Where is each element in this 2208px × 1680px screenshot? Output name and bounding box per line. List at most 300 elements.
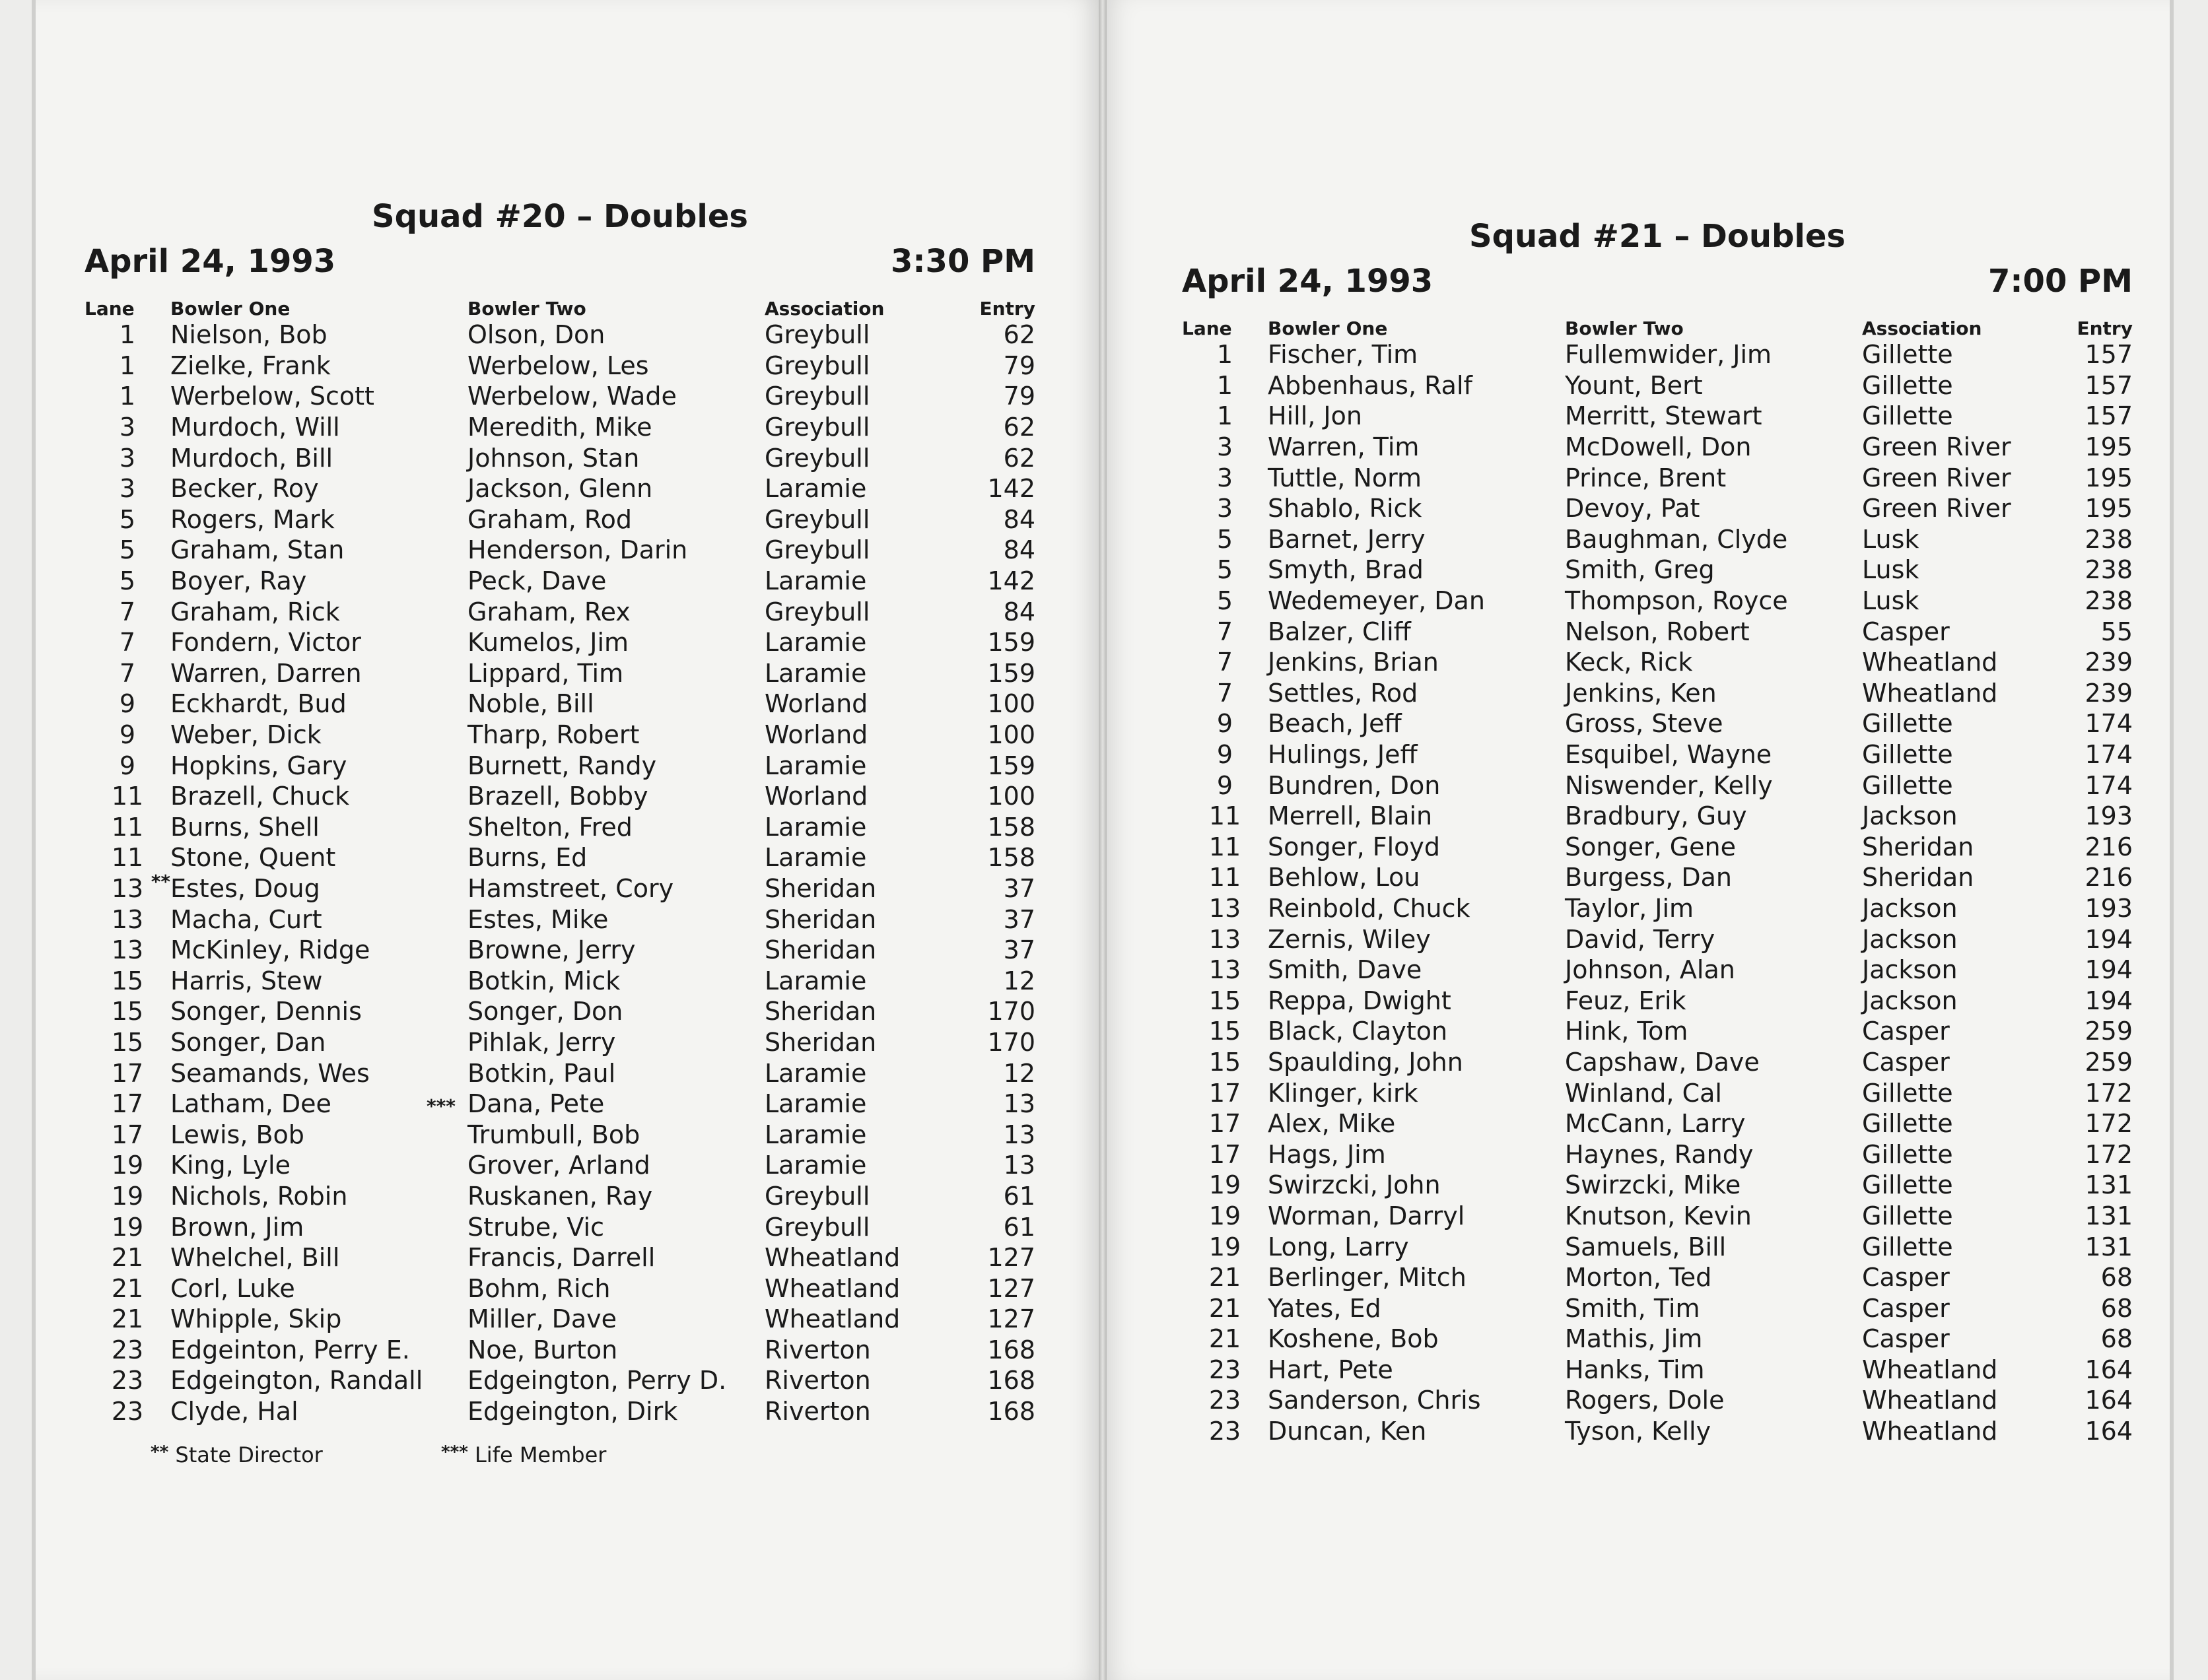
cell-bowler-two: Jenkins, Ken (1565, 678, 1717, 708)
cell-association: Greybull (765, 504, 870, 534)
header-association: Association (1862, 318, 1982, 339)
cell-bowler-one: Merrell, Blain (1268, 801, 1433, 831)
cell-lane: 5 (119, 566, 136, 596)
cell-bowler-one: Clyde, Hal (170, 1397, 298, 1427)
cell-bowler-two: Songer, Gene (1565, 832, 1737, 861)
cell-lane: 13 (111, 904, 144, 934)
cell-entry: 216 (2085, 832, 2133, 861)
cell-association: Green River (1862, 494, 2011, 523)
cell-bowler-one: Macha, Curt (170, 904, 322, 934)
cell-association: Wheatland (1862, 648, 1998, 677)
cell-association: Laramie (765, 843, 867, 873)
cell-bowler-two: Strube, Vic (467, 1212, 604, 1242)
cell-bowler-one: Edgeinton, Perry E. (170, 1335, 410, 1364)
table-row (1182, 801, 2133, 832)
cell-bowler-two: Trumbull, Bob (467, 1120, 640, 1149)
cell-entry: 68 (2100, 1324, 2133, 1354)
header-association: Association (765, 298, 885, 319)
cell-bowler-one: Songer, Dan (170, 1027, 326, 1057)
footnote-state-director (151, 1442, 323, 1467)
cell-bowler-two: Hanks, Tim (1565, 1355, 1705, 1384)
cell-lane: 1 (1216, 340, 1233, 370)
cell-bowler-two: Shelton, Fred (467, 812, 633, 842)
cell-entry: 168 (987, 1335, 1035, 1364)
cell-bowler-one: Whipple, Skip (170, 1304, 342, 1334)
squad-title: Squad #20 – Doubles (372, 198, 748, 235)
cell-entry: 84 (1003, 597, 1035, 626)
table-row (1182, 493, 2133, 524)
table-row (1182, 554, 2133, 586)
cell-lane: 7 (1216, 617, 1233, 646)
cell-bowler-two: Jackson, Glenn (467, 474, 653, 504)
cell-association: Lusk (1862, 524, 1919, 554)
cell-lane: 11 (1208, 801, 1241, 831)
table-row (85, 412, 1035, 443)
cell-lane: 1 (119, 351, 136, 380)
cell-bowler-one: Eckhardt, Bud (170, 689, 347, 719)
cell-entry: 159 (987, 628, 1035, 657)
cell-entry: 158 (987, 812, 1035, 842)
cell-entry: 62 (1003, 443, 1035, 473)
cell-lane: 7 (1216, 678, 1233, 708)
cell-lane: 17 (1208, 1078, 1241, 1108)
cell-bowler-one: Edgeington, Randall (170, 1366, 423, 1395)
cell-entry: 62 (1003, 413, 1035, 442)
cell-association: Casper (1862, 1047, 1950, 1077)
table-row (85, 935, 1035, 966)
cell-entry: 37 (1003, 873, 1035, 903)
table-row (1182, 647, 2133, 678)
cell-bowler-one: Shablo, Rick (1268, 494, 1422, 523)
cell-bowler-one: Brown, Jim (170, 1212, 304, 1242)
cell-bowler-one: Wedemeyer, Dan (1268, 586, 1485, 616)
cell-entry: 131 (2085, 1170, 2133, 1200)
cell-bowler-one: Whelchel, Bill (170, 1243, 340, 1273)
cell-bowler-one: Yates, Ed (1268, 1293, 1381, 1323)
cell-entry: 239 (2085, 648, 2133, 677)
footnote-life-member-label: Life Member (474, 1442, 607, 1468)
table-row (1182, 1231, 2133, 1262)
cell-entry: 100 (987, 720, 1035, 750)
cell-association: Green River (1862, 432, 2011, 462)
footnotes (85, 1442, 1035, 1482)
cell-lane: 9 (1216, 740, 1233, 770)
cell-bowler-one: Reppa, Dwight (1268, 986, 1451, 1015)
cell-bowler-one: Bundren, Don (1268, 770, 1441, 800)
table-row (1182, 1355, 2133, 1386)
cell-lane: 1 (1216, 370, 1233, 400)
table-row (1182, 370, 2133, 401)
cell-entry: 174 (2085, 740, 2133, 770)
cell-bowler-one: Stone, Quent (170, 843, 336, 873)
cell-bowler-two: Esquibel, Wayne (1565, 740, 1772, 770)
cell-bowler-one: Nielson, Bob (170, 320, 328, 350)
cell-bowler-one: Rogers, Mark (170, 504, 335, 534)
cell-bowler-two: Tyson, Kelly (1565, 1417, 1711, 1446)
cell-entry: 193 (2085, 893, 2133, 923)
table-row (1182, 1385, 2133, 1416)
cell-entry: 100 (987, 689, 1035, 719)
table-row (85, 381, 1035, 412)
cell-bowler-one: Latham, Dee (170, 1089, 331, 1119)
cell-bowler-two: Winland, Cal (1565, 1078, 1722, 1108)
cell-association: Jackson (1862, 924, 1958, 954)
cell-bowler-two: Edgeington, Perry D. (467, 1366, 727, 1395)
cell-bowler-one: Behlow, Lou (1268, 863, 1420, 892)
cell-lane: 3 (1216, 463, 1233, 492)
cell-bowler-two: McCann, Larry (1565, 1109, 1746, 1139)
cell-entry: 194 (2085, 924, 2133, 954)
footnote-life-member (441, 1442, 606, 1467)
cell-bowler-one: Black, Clayton (1268, 1017, 1448, 1046)
cell-entry: 79 (1003, 351, 1035, 380)
cell-bowler-two: Werbelow, Wade (467, 382, 677, 411)
cell-lane: 7 (119, 597, 136, 626)
cell-lane: 5 (1216, 555, 1233, 585)
cell-bowler-two: Kumelos, Jim (467, 628, 629, 657)
cell-lane: 19 (1208, 1201, 1241, 1230)
cell-association: Gillette (1862, 1078, 1953, 1108)
cell-association: Laramie (765, 812, 867, 842)
cell-bowler-two: Bohm, Rich (467, 1273, 611, 1303)
squad-table-body (1182, 339, 2133, 1446)
cell-association: Wheatland (1862, 678, 1998, 708)
cell-bowler-one: Fischer, Tim (1268, 340, 1418, 370)
cell-entry: 13 (1003, 1120, 1035, 1149)
cell-lane: 17 (111, 1089, 144, 1119)
cell-bowler-one: Weber, Dick (170, 720, 322, 750)
cell-lane: 11 (111, 843, 144, 873)
cell-association: Laramie (765, 474, 867, 504)
table-row (85, 1365, 1035, 1396)
cell-association: Wheatland (1862, 1355, 1998, 1384)
cell-lane: 11 (111, 782, 144, 811)
cell-entry: 157 (2085, 340, 2133, 370)
cell-bowler-two: Yount, Bert (1565, 370, 1703, 400)
table-row (85, 535, 1035, 566)
cell-bowler-one: Warren, Tim (1268, 432, 1420, 462)
cell-bowler-one: Long, Larry (1268, 1232, 1409, 1261)
cell-entry: 164 (2085, 1386, 2133, 1415)
cell-bowler-one: Graham, Stan (170, 535, 345, 565)
table-row (1182, 955, 2133, 986)
cell-association: Riverton (765, 1335, 871, 1364)
cell-lane: 19 (111, 1151, 144, 1180)
cell-entry: 61 (1003, 1212, 1035, 1242)
cell-association: Sheridan (765, 935, 877, 965)
cell-association: Laramie (765, 628, 867, 657)
cell-association: Lusk (1862, 586, 1919, 616)
cell-association: Riverton (765, 1366, 871, 1395)
cell-bowler-one: Worman, Darryl (1268, 1201, 1465, 1230)
cell-lane: 3 (1216, 494, 1233, 523)
cell-bowler-two: Samuels, Bill (1565, 1232, 1727, 1261)
table-row (85, 750, 1035, 781)
cell-bowler-one: Corl, Luke (170, 1273, 295, 1303)
cell-bowler-one: McKinley, Ridge (170, 935, 370, 965)
cell-bowler-two: Hink, Tom (1565, 1017, 1688, 1046)
cell-association: Gillette (1862, 709, 1953, 739)
table-row (85, 1211, 1035, 1242)
cell-lane: 17 (1208, 1139, 1241, 1169)
cell-lane: 23 (1208, 1355, 1241, 1384)
cell-lane: 3 (119, 413, 136, 442)
header-entry: Entry (2077, 318, 2133, 339)
cell-lane: 21 (111, 1243, 144, 1273)
footnote-state-director-label: State Director (175, 1442, 323, 1468)
table-row (1182, 678, 2133, 709)
table-row (1182, 985, 2133, 1016)
cell-association: Worland (765, 689, 868, 719)
squad-date: April 24, 1993 (1182, 263, 1433, 300)
cell-bowler-one: Sanderson, Chris (1268, 1386, 1481, 1415)
cell-lane: 23 (1208, 1386, 1241, 1415)
cell-lane: 17 (1208, 1109, 1241, 1139)
cell-entry: 259 (2085, 1047, 2133, 1077)
cell-bowler-one: Swirzcki, John (1268, 1170, 1441, 1200)
cell-association: Sheridan (765, 997, 877, 1026)
cell-association: Lusk (1862, 555, 1919, 585)
cell-association: Greybull (765, 413, 870, 442)
cell-entry: 127 (987, 1243, 1035, 1273)
table-row (85, 1242, 1035, 1273)
cell-bowler-two: Edgeington, Dirk (467, 1397, 678, 1427)
cell-bowler-two: Taylor, Jim (1565, 893, 1694, 923)
cell-entry: 131 (2085, 1201, 2133, 1230)
cell-bowler-two: Burgess, Dan (1565, 863, 1732, 892)
cell-association: Wheatland (765, 1243, 901, 1273)
table-row (85, 442, 1035, 473)
cell-bowler-one: Zernis, Wiley (1268, 924, 1431, 954)
cell-bowler-one: Smith, Dave (1268, 955, 1422, 985)
cell-bowler-one: Jenkins, Brian (1268, 648, 1439, 677)
cell-bowler-two: Henderson, Darin (467, 535, 688, 565)
table-row (85, 1089, 1035, 1120)
table-row (85, 904, 1035, 935)
table-row (85, 473, 1035, 504)
cell-lane: 13 (1208, 893, 1241, 923)
cell-bowler-two: Rogers, Dole (1565, 1386, 1725, 1415)
table-row (1182, 893, 2133, 924)
cell-association: Greybull (765, 443, 870, 473)
cell-bowler-two: Ruskanen, Ray (467, 1181, 653, 1211)
cell-association: Sheridan (765, 873, 877, 903)
cell-association: Green River (1862, 463, 2011, 492)
cell-lane: 5 (119, 504, 136, 534)
cell-bowler-one: Balzer, Cliff (1268, 617, 1411, 646)
cell-bowler-two: Niswender, Kelly (1565, 770, 1773, 800)
cell-bowler-one: Hags, Jim (1268, 1139, 1386, 1169)
table-row (1182, 862, 2133, 893)
table-row (85, 689, 1035, 720)
cell-lane: 7 (1216, 648, 1233, 677)
cell-entry: 194 (2085, 955, 2133, 985)
cell-association: Laramie (765, 566, 867, 596)
table-row (85, 627, 1035, 658)
cell-entry: 172 (2085, 1078, 2133, 1108)
cell-bowler-one: Barnet, Jerry (1268, 524, 1426, 554)
cell-bowler-two: Baughman, Clyde (1565, 524, 1788, 554)
cell-association: Laramie (765, 966, 867, 995)
squad-date: April 24, 1993 (85, 243, 336, 280)
cell-entry: 12 (1003, 1058, 1035, 1088)
cell-bowler-two: Browne, Jerry (467, 935, 636, 965)
table-row (1182, 432, 2133, 463)
cell-bowler-two: Johnson, Alan (1565, 955, 1735, 985)
cell-lane: 15 (1208, 1017, 1241, 1046)
table-row (1182, 524, 2133, 555)
cell-bowler-two: Tharp, Robert (467, 720, 640, 750)
cell-bowler-one: Becker, Roy (170, 474, 319, 504)
cell-entry: 13 (1003, 1151, 1035, 1180)
cell-bowler-two: Keck, Rick (1565, 648, 1693, 677)
cell-bowler-one: Graham, Rick (170, 597, 340, 626)
cell-lane: 23 (1208, 1417, 1241, 1446)
table-row (1182, 1077, 2133, 1108)
cell-bowler-two: Hamstreet, Cory (467, 873, 674, 903)
cell-association: Jackson (1862, 893, 1958, 923)
table-row (85, 1119, 1035, 1150)
cell-bowler-two: Fullemwider, Jim (1565, 340, 1772, 370)
cell-entry: 170 (987, 1027, 1035, 1057)
cell-lane: 1 (119, 320, 136, 350)
squad-time: 3:30 PM (890, 243, 1035, 280)
cell-entry: 127 (987, 1273, 1035, 1303)
cell-entry: 238 (2085, 586, 2133, 616)
cell-entry: 216 (2085, 863, 2133, 892)
table-row (1182, 1201, 2133, 1232)
squad-title: Squad #21 – Doubles (1469, 218, 1846, 255)
table-row (1182, 1324, 2133, 1355)
cell-bowler-two: Bradbury, Guy (1565, 801, 1747, 831)
cell-entry: 170 (987, 997, 1035, 1026)
cell-lane: 13 (111, 935, 144, 965)
cell-association: Laramie (765, 1089, 867, 1119)
cell-entry: 195 (2085, 432, 2133, 462)
table-row (1182, 739, 2133, 770)
cell-association: Greybull (765, 1181, 870, 1211)
life-member-mark: *** (441, 1442, 468, 1463)
cell-association: Greybull (765, 597, 870, 626)
cell-bowler-two: Lippard, Tim (467, 658, 624, 688)
cell-lane: 19 (111, 1181, 144, 1211)
table-row (1182, 1170, 2133, 1201)
cell-bowler-two: Merritt, Stewart (1565, 401, 1762, 431)
cell-entry: 164 (2085, 1355, 2133, 1384)
cell-association: Casper (1862, 1324, 1950, 1354)
cell-bowler-two: McDowell, Don (1565, 432, 1752, 462)
cell-bowler-two: Knutson, Kevin (1565, 1201, 1752, 1230)
cell-lane: 3 (119, 474, 136, 504)
life-member-mark: *** (427, 1095, 456, 1118)
cell-lane: 13 (1208, 955, 1241, 985)
cell-bowler-one: Hopkins, Gary (170, 751, 347, 780)
cell-lane: 13 (1208, 924, 1241, 954)
squad-table-body (85, 319, 1035, 1427)
squad-table (1182, 305, 2133, 1446)
table-row (85, 1058, 1035, 1089)
cell-bowler-one: Abbenhaus, Ralf (1268, 370, 1472, 400)
cell-bowler-one: Warren, Darren (170, 658, 362, 688)
cell-bowler-two: Burnett, Randy (467, 751, 657, 780)
cell-bowler-one: Koshene, Bob (1268, 1324, 1439, 1354)
cell-association: Worland (765, 782, 868, 811)
cell-entry: 79 (1003, 382, 1035, 411)
cell-bowler-one: Duncan, Ken (1268, 1417, 1427, 1446)
squad-21-section (1182, 218, 2133, 1446)
cell-lane: 19 (1208, 1170, 1241, 1200)
cell-association: Casper (1862, 1017, 1950, 1046)
cell-entry: 194 (2085, 986, 2133, 1015)
table-row (1182, 1293, 2133, 1324)
cell-entry: 238 (2085, 524, 2133, 554)
cell-entry: 157 (2085, 370, 2133, 400)
cell-bowler-two: Smith, Greg (1565, 555, 1715, 585)
cell-bowler-one: Estes, Doug (170, 873, 320, 903)
cell-entry: 259 (2085, 1017, 2133, 1046)
cell-bowler-one: King, Lyle (170, 1151, 291, 1180)
cell-lane: 19 (1208, 1232, 1241, 1261)
cell-association: Gillette (1862, 770, 1953, 800)
cell-entry: 158 (987, 843, 1035, 873)
cell-bowler-two: Graham, Rod (467, 504, 632, 534)
cell-lane: 23 (111, 1335, 144, 1364)
cell-entry: 131 (2085, 1232, 2133, 1261)
cell-bowler-two: Estes, Mike (467, 904, 609, 934)
table-row (85, 720, 1035, 751)
cell-bowler-two: Miller, Dave (467, 1304, 617, 1334)
table-row (85, 1273, 1035, 1304)
cell-entry: 157 (2085, 401, 2133, 431)
cell-bowler-two: Prince, Brent (1565, 463, 1727, 492)
cell-association: Laramie (765, 1120, 867, 1149)
cell-association: Laramie (765, 1151, 867, 1180)
cell-entry: 55 (2100, 617, 2133, 646)
cell-bowler-one: Zielke, Frank (170, 351, 331, 380)
cell-lane: 19 (111, 1212, 144, 1242)
cell-lane: 5 (1216, 524, 1233, 554)
cell-lane: 3 (119, 443, 136, 473)
cell-association: Wheatland (1862, 1417, 1998, 1446)
cell-entry: 37 (1003, 904, 1035, 934)
cell-association: Gillette (1862, 1109, 1953, 1139)
table-row (1182, 1016, 2133, 1047)
cell-association: Jackson (1862, 986, 1958, 1015)
cell-bowler-two: Devoy, Pat (1565, 494, 1700, 523)
table-row (1182, 1416, 2133, 1447)
table-row (1182, 462, 2133, 493)
table-row (85, 504, 1035, 535)
cell-association: Gillette (1862, 340, 1953, 370)
cell-lane: 21 (1208, 1263, 1241, 1293)
cell-bowler-two: Noble, Bill (467, 689, 594, 719)
cell-bowler-one: Hulings, Jeff (1268, 740, 1418, 770)
table-row (1182, 770, 2133, 801)
cell-association: Sheridan (765, 1027, 877, 1057)
cell-bowler-two: Pihlak, Jerry (467, 1027, 616, 1057)
cell-bowler-two: Olson, Don (467, 320, 605, 350)
cell-bowler-two: Burns, Ed (467, 843, 588, 873)
cell-bowler-two: Botkin, Mick (467, 966, 621, 995)
cell-entry: 68 (2100, 1293, 2133, 1323)
cell-entry: 172 (2085, 1109, 2133, 1139)
cell-lane: 1 (1216, 401, 1233, 431)
cell-association: Riverton (765, 1397, 871, 1427)
table-row (1182, 1108, 2133, 1139)
cell-bowler-one: Spaulding, John (1268, 1047, 1463, 1077)
cell-association: Gillette (1862, 370, 1953, 400)
cell-entry: 168 (987, 1397, 1035, 1427)
